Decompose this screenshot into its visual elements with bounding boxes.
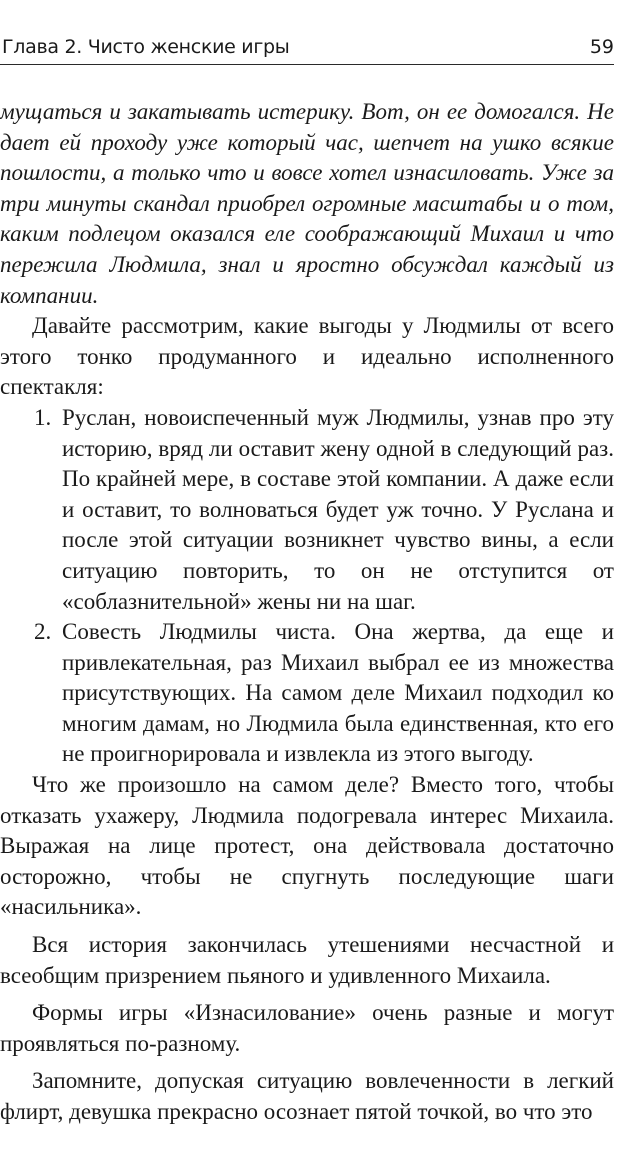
page-number: 59 <box>589 36 614 58</box>
list-item-text: Руслан, новоиспеченный муж Людмилы, узнав про эту историю, вряд ли оставит жену одной в следующий раз. По крайней мере, в составе этой компании. А даже если и оставит, то волноваться будет уж точно. У Руслана и после этой ситуации возникнет чувство вины, а если ситуацию повторить, то он не отступится от «соблазнительной» жены ни на шаг. <box>62 404 614 614</box>
list-item <box>0 617 614 770</box>
chapter-title: Глава 2. Чисто женские игры <box>2 36 290 58</box>
list-item-text: Совесть Людмилы чиста. Она жертва, да еще и привлекательная, раз Михаил выбрал ее из множества присутствующих. На самом деле Михаил подходил ко многим дамам, но Людмила была единственная, кто его не проигнорировала и извлекла из этого выгоду. <box>62 619 614 767</box>
paragraph-remember: Запомните, допуская ситуацию вовлеченности в легкий флирт, девушка прекрасно осознает пятой точкой, во что это <box>0 1068 614 1124</box>
page-body <box>0 97 614 1128</box>
list-item <box>0 403 614 617</box>
paragraph-what-happened: Что же произошло на самом деле? Вместо того, чтобы отказать ухажеру, Людмила подогревала интерес Михаила. Выражая на лице протест, она действовала достаточно осторожно, чтобы не спугнуть последующие шаги «насильника». <box>0 772 614 920</box>
paragraph-benefits-intro: Давайте рассмотрим, какие выгоды у Людмилы от всего этого тонко продуманного и идеально исполненного спектакля: <box>0 313 614 400</box>
paragraph-game-forms: Формы игры «Изнасилование» очень разные и могут проявляться по-разному. <box>0 1000 614 1056</box>
italic-paragraph: мущаться и закатывать истерику. Вот, он ее домогался. Не дает ей проходу уже который час, шепчет на ушко всякие пошлости, а только что и вовсе хотел изнасиловать. Уже за три минуты скандал приобрел огромные масштабы и о том, каким подлецом оказался еле соображающий Михаил и что пережила Людмила, знал и яростно обсуждал каждый из компании. <box>0 99 614 308</box>
list-item-number: 1. <box>34 404 52 430</box>
running-header <box>0 34 614 65</box>
list-item-number: 2. <box>34 619 52 645</box>
benefits-list <box>0 403 614 770</box>
paragraph-story-ending: Вся история закончилась утешениями несчастной и всеобщим призрением пьяного и удивленного Михаила. <box>0 932 614 988</box>
